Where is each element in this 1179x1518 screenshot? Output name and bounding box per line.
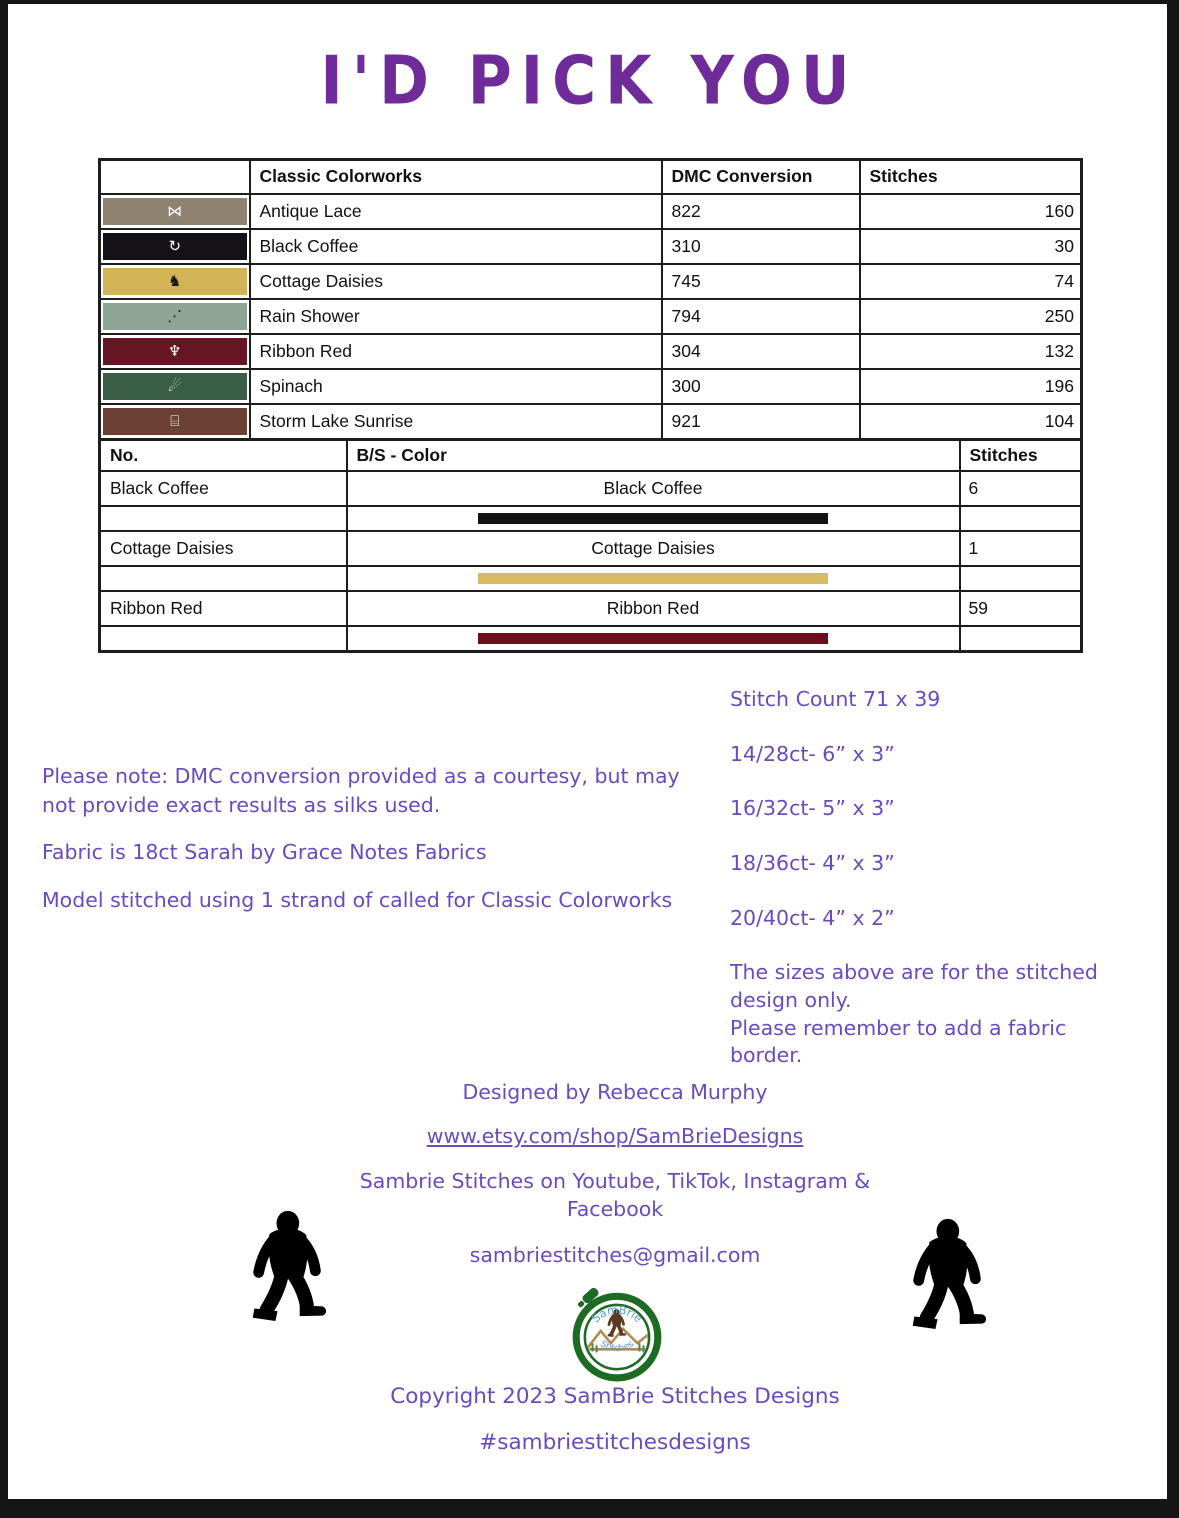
color-swatch [103,303,247,330]
sizes-block [730,686,1145,1070]
floss-name: Storm Lake Sunrise [250,404,662,440]
stitch-count: 196 [860,369,1082,404]
stitch-symbol-icon: ⋰ [167,306,183,325]
color-swatch [103,233,247,260]
sizes-note-line2: Please remember to add a fabric border. [730,1015,1067,1068]
stitch-count: 104 [860,404,1082,440]
size-line: 14/28ct- 6” x 3” [730,741,895,766]
designed-by: Designed by Rebecca Murphy [462,1080,768,1104]
stitch-symbol-icon: ♆ [168,341,182,360]
floss-name: Ribbon Red [250,334,662,369]
backstitch-color-bar [478,513,828,524]
floss-name: Black Coffee [250,229,662,264]
table-row [100,531,1082,566]
backstitch-header-row [100,439,1082,471]
model-note: Model stitched using 1 strand of called for Classic Colorworks [42,888,673,913]
floss-table [98,158,1083,441]
stitch-symbol-icon: ♞ [168,271,182,290]
email-line: sambriestitches@gmail.com [469,1243,761,1268]
stitch-count-line: Stitch Count 71 x 39 [730,687,941,711]
stitch-symbol-icon: ↻ [168,236,182,255]
floss-name: Cottage Daisies [250,264,662,299]
table-row [100,194,1082,229]
color-swatch [103,408,247,435]
table-row [100,591,1082,626]
stitches-header: Stitches [860,160,1082,194]
dmc-conversion-header: DMC Conversion [662,160,860,194]
bs-no: Cottage Daisies [100,531,347,566]
backstitch-table [98,438,1083,653]
bs-color-header: B/S - Color [347,439,960,471]
stitch-count: 132 [860,334,1082,369]
sizes-note-line1: The sizes above are for the stitched design only. [730,960,1098,1013]
stitch-count: 160 [860,194,1082,229]
copyright-line: Copyright 2023 SamBrie Stitches Designs [390,1384,840,1409]
floss-header-row [100,160,1082,194]
floss-name: Spinach [250,369,662,404]
logo-bottom-text: Stitches [598,1338,636,1355]
bs-stitches: 1 [960,531,1082,566]
stitch-symbol-icon: ⌸ [170,411,180,430]
dmc-number: 921 [662,404,860,440]
bigfoot-silhouette-right [896,1207,1004,1357]
etsy-shop-link[interactable]: www.etsy.com/shop/SamBrieDesigns [426,1124,804,1148]
size-line: 20/40ct- 4” x 2” [730,905,895,930]
table-row [100,229,1082,264]
floss-name: Rain Shower [250,299,662,334]
stitch-count: 30 [860,229,1082,264]
stitch-count: 74 [860,264,1082,299]
dmc-number: 300 [662,369,860,404]
classic-colorworks-header: Classic Colorworks [250,160,662,194]
table-row [100,506,1082,531]
pattern-tables [98,158,1080,653]
floss-name: Antique Lace [250,194,662,229]
size-line: 18/36ct- 4” x 3” [730,851,895,876]
color-swatch [103,198,247,225]
dmc-number: 310 [662,229,860,264]
dmc-number: 304 [662,334,860,369]
dmc-conversion-note: Please note: DMC conversion provided as a courtesy, but may not provide exact results as silks used. [42,764,680,817]
color-swatch [103,268,247,295]
bs-stitches: 6 [960,471,1082,506]
notes-block [42,762,707,934]
dmc-number: 745 [662,264,860,299]
table-row [100,264,1082,299]
page-title: I'D PICK YOU [320,41,859,121]
no-header: No. [100,439,347,471]
dmc-number: 822 [662,194,860,229]
stitches-header: Stitches [960,439,1082,471]
social-line: Sambrie Stitches on Youtube, TikTok, Instagram & Facebook [359,1169,871,1221]
table-row [100,566,1082,591]
bigfoot-silhouette-left [236,1203,344,1345]
stitch-symbol-icon: ☄ [168,376,182,395]
bs-stitches: 59 [960,591,1082,626]
table-row [100,404,1082,440]
hashtag-line: #sambriestitchesdesigns [479,1430,751,1455]
bs-color-name: Cottage Daisies [347,531,960,566]
backstitch-color-bar [478,633,828,644]
table-row [100,369,1082,404]
table-row [100,299,1082,334]
size-line: 16/32ct- 5” x 3” [730,796,895,821]
sambrie-stitches-logo [566,1282,668,1384]
table-row [100,626,1082,651]
stitch-count: 250 [860,299,1082,334]
stitch-symbol-icon: ⋈ [167,201,183,220]
bs-no: Black Coffee [100,471,347,506]
fabric-note: Fabric is 18ct Sarah by Grace Notes Fabrics [42,840,487,865]
bs-color-name: Ribbon Red [347,591,960,626]
swatch-column-header [100,160,250,194]
color-swatch [103,338,247,365]
table-row [100,334,1082,369]
bs-no: Ribbon Red [100,591,347,626]
color-swatch [103,373,247,400]
bs-color-name: Black Coffee [347,471,960,506]
dmc-number: 794 [662,299,860,334]
backstitch-color-bar [478,573,828,584]
logo-top-text: SamBrie [589,1303,645,1326]
table-row [100,471,1082,506]
